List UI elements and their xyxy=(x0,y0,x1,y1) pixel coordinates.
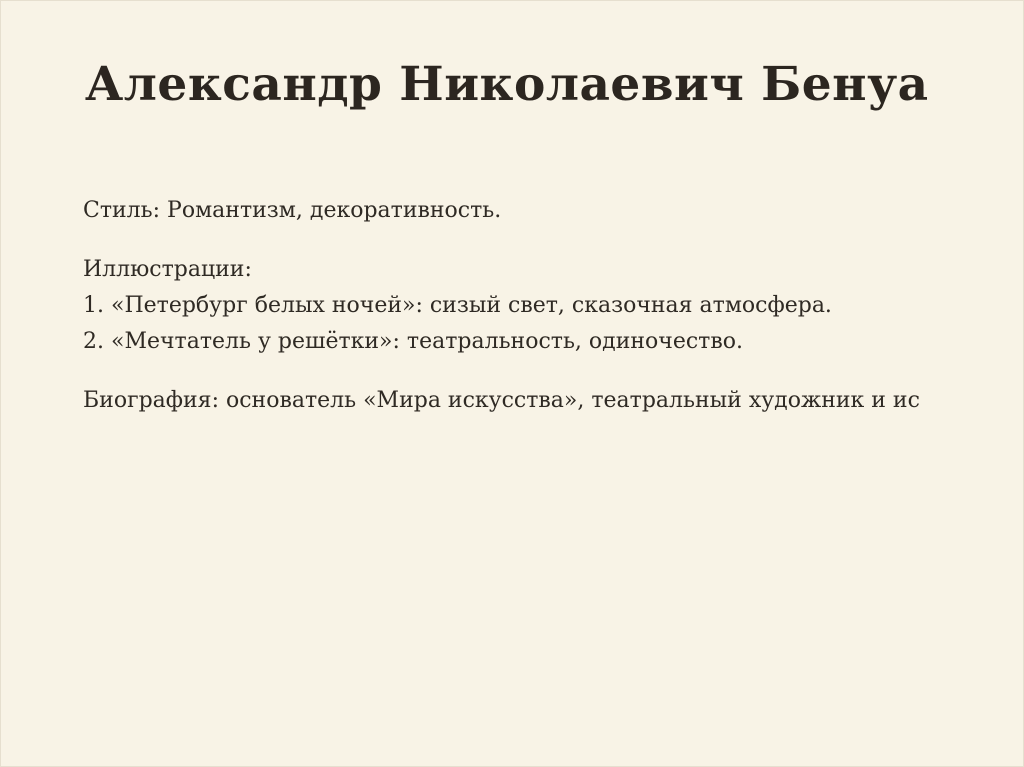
slide-body xyxy=(83,193,1024,419)
style-line: Стиль: Романтизм, декоративность. xyxy=(83,198,502,223)
illustration-item-1: 1. «Петербург белых ночей»: сизый свет, сказочная атмосфера. xyxy=(83,293,832,318)
slide-title: Александр Николаевич Бенуа xyxy=(85,57,929,112)
paragraph-gap xyxy=(83,229,1024,252)
illustrations-heading: Иллюстрации: xyxy=(83,257,252,282)
illustration-item-2: 2. «Мечтатель у решётки»: театральность, одиночество. xyxy=(83,329,743,354)
biography-line: Биография: основатель «Мира искусства», театральный художник и ис xyxy=(83,388,920,413)
paragraph-gap xyxy=(83,360,1024,383)
